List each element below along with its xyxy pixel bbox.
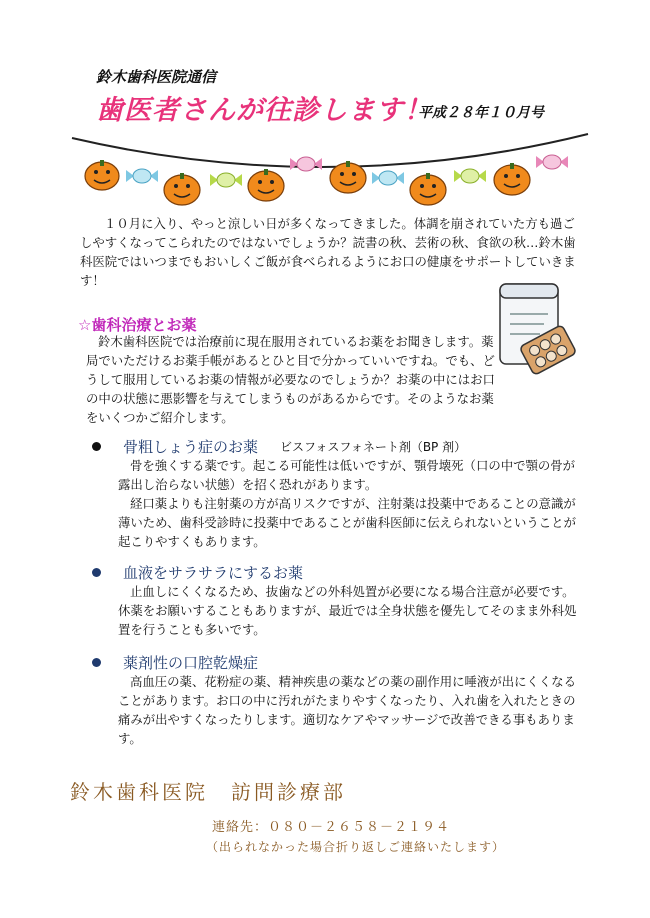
item-paragraph: 高血圧の薬、花粉症の薬、精神疾患の薬などの薬の副作用に唾液が出にくくなることがあります。お口の中に汚れがたまりやすくなったり、入れ歯を入れたときの痛みが出やすくなったりします。適切なケアやマッサージで改善できる事もあります。 bbox=[118, 674, 577, 746]
clinic-name: 鈴木歯科医院 訪問診療部 bbox=[70, 780, 346, 804]
candy-icon bbox=[210, 173, 242, 187]
item-body bbox=[118, 582, 578, 639]
pumpkin-icon bbox=[85, 160, 119, 190]
intro-paragraph: １０月に入り、やっと涼しい日が多くなってきました。体調を崩されていた方も過ごしやすくなってこられたのではないでしょうか？読書の秋、芸術の秋、食欲の秋…鈴木歯科医院ではいつまでもおいしくご飯が食べられるようにお口の健康をサポートしていきます！ bbox=[80, 216, 576, 288]
item-heading bbox=[92, 436, 466, 457]
item-title: 薬剤性の口腔乾燥症 bbox=[123, 654, 259, 672]
item-heading bbox=[92, 652, 258, 673]
candy-icon bbox=[454, 169, 486, 183]
medicine-pills-icon bbox=[494, 280, 584, 385]
callback-note: （出られなかった場合折り返しご連絡いたします） bbox=[206, 840, 506, 854]
pumpkin-icon bbox=[248, 169, 284, 201]
candy-icon bbox=[372, 171, 404, 185]
pumpkin-icon bbox=[494, 163, 530, 195]
newsletter-label: 鈴木歯科医院通信 bbox=[96, 68, 217, 86]
contact-phone: 連絡先：０８０－２６５８－２１９４ bbox=[212, 820, 451, 835]
pumpkin-icon bbox=[410, 173, 446, 205]
page-title: 歯医者さんが往診します！ bbox=[96, 95, 432, 126]
item-paragraph: 経口薬よりも注射薬の方が高リスクですが、注射薬は投薬中であることの意識が薄いため、歯科受診時に投薬中であることが歯科医師に伝えられないということが起こりやすくもあります。 bbox=[118, 496, 576, 549]
item-body bbox=[118, 672, 578, 748]
halloween-garland-icon bbox=[70, 128, 590, 218]
issue-date: 平成２８年１０月号 bbox=[418, 105, 544, 121]
item-paragraph: 止血しにくくなるため、抜歯などの外科処置が必要になる場合注意が必要です。休薬をお願いすることもありますが、最近では全身状態を優先してそのまま外科処置を行うことも多いです。 bbox=[118, 584, 577, 637]
item-paragraph: 骨を強くする薬です。起こる可能性は低いですが、顎骨壊死（口の中で顎の骨が露出し治らない状態）を招く恐れがあります。 bbox=[118, 458, 576, 492]
candy-icon bbox=[536, 155, 568, 169]
pumpkin-icon bbox=[164, 173, 200, 205]
candy-icon bbox=[126, 169, 158, 183]
item-body bbox=[118, 456, 578, 551]
section-title: ☆歯科治療とお薬 bbox=[78, 316, 197, 334]
section-body: 鈴木歯科医院では治療前に現在服用されているお薬をお聞きします。薬局でいただけるお薬手帳があるとひと目で分かっていいですね。でも、どうして服用しているお薬の情報が必要なのでしょうか？お薬の中にはお口の中の状態に悪影響を与えてしまうものがあるからです。そのようなお薬をいくつかご紹介します。 bbox=[86, 334, 495, 425]
candy-icon bbox=[290, 157, 322, 171]
item-heading bbox=[92, 562, 303, 583]
bullet-icon bbox=[92, 442, 101, 451]
bullet-icon bbox=[92, 658, 101, 667]
item-title: 血液をサラサラにするお薬 bbox=[123, 564, 304, 582]
item-subtitle: ビスフォスフォネート剤（BP 剤） bbox=[280, 440, 467, 454]
item-title: 骨粗しょう症のお薬 bbox=[123, 438, 259, 456]
bullet-icon bbox=[92, 568, 101, 577]
